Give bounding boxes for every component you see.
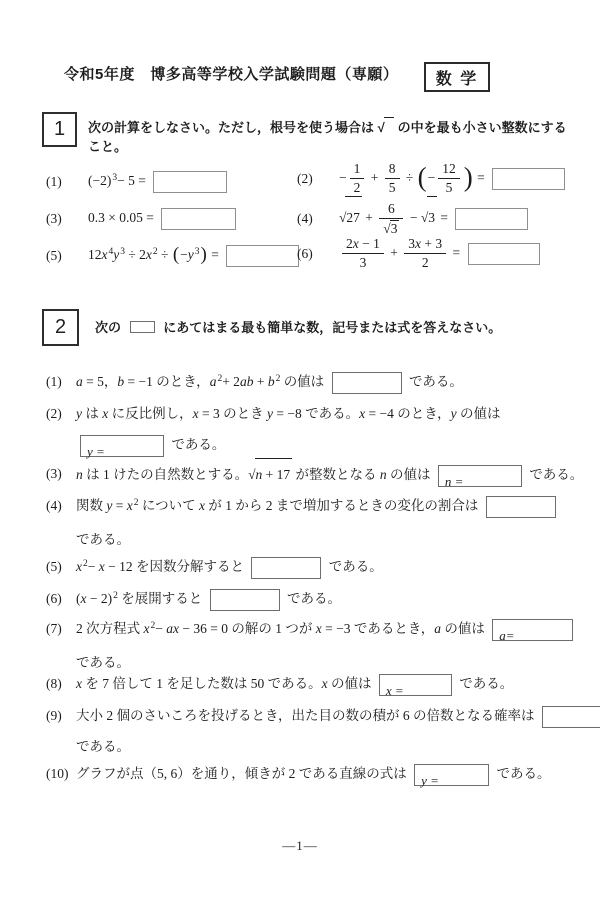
text-run: 2	[346, 236, 353, 252]
text-run: である。	[168, 437, 226, 452]
text-run: が 1 から 2 まで増加するときの変化の割合は	[204, 498, 482, 513]
text-run: の値は	[386, 467, 434, 482]
text-run: =	[473, 170, 489, 185]
text-run: 8	[388, 161, 396, 177]
text-run: は 1 けたの自然数とする。	[82, 467, 249, 482]
equation	[88, 173, 231, 188]
text-run: − 2)	[86, 591, 113, 606]
fraction	[350, 161, 365, 196]
text-run: 12	[442, 161, 456, 177]
text-run: − 1	[358, 236, 380, 252]
math-variable: n	[76, 467, 83, 482]
problem-label: (5)	[46, 559, 62, 574]
text-run: 2	[353, 180, 361, 196]
radical-icon: √27	[339, 196, 362, 239]
math-variable: y	[113, 246, 120, 262]
math-variable: ab	[239, 374, 254, 389]
equation	[88, 243, 303, 265]
problem-text	[76, 458, 583, 490]
close-paren: )	[463, 161, 473, 192]
answer-box	[492, 168, 565, 190]
math-variable: a	[209, 374, 217, 389]
math-variable: x	[102, 406, 109, 421]
math-variable: x	[98, 559, 105, 574]
answer-box	[226, 245, 299, 267]
superscript: 3	[120, 246, 125, 257]
superscript: 2	[275, 374, 281, 384]
answer-box-label: x =	[385, 682, 404, 698]
equation	[339, 200, 532, 236]
problem-label: (5)	[46, 248, 62, 263]
text-run: −	[427, 170, 436, 185]
problem-label: (3)	[46, 211, 62, 226]
problem-label: (7)	[46, 621, 62, 636]
math-variable: x	[315, 621, 322, 636]
text-run: − 12 を因数分解すると	[104, 559, 248, 574]
math-variable: b	[267, 374, 275, 389]
s2-problem-3	[46, 458, 584, 490]
radical-icon: √3	[383, 220, 398, 236]
math-variable: y	[106, 498, 113, 513]
answer-box	[161, 208, 236, 230]
answer-box-label: y =	[87, 443, 105, 459]
text-run: +	[367, 170, 382, 185]
math-variable: x	[143, 621, 150, 636]
superscript: 2	[152, 246, 158, 257]
radical-icon: √n + 17	[248, 458, 292, 490]
text-run: +	[361, 210, 377, 225]
s1-problem-6	[297, 232, 544, 274]
math-variable: x	[321, 676, 328, 691]
math-variable: y	[267, 406, 273, 421]
superscript: 2	[113, 591, 118, 601]
problem-label: (3)	[46, 466, 62, 481]
problem-text	[76, 758, 551, 789]
text-run: である。	[493, 766, 551, 781]
text-run: −	[339, 170, 347, 185]
answer-box	[486, 496, 556, 518]
text-run: を 7 倍して 1 を足した数は 50 である。	[82, 676, 322, 691]
text-run: 2	[421, 255, 429, 271]
text-run: =	[437, 210, 452, 225]
text-run: にあてはまる最も簡単な数，記号または式を答えなさい。	[159, 320, 502, 335]
open-paren: (	[417, 161, 427, 192]
text-run: の値は	[456, 406, 501, 421]
math-variable: x	[198, 498, 205, 513]
text-run: 0.3 × 0.05 =	[88, 209, 158, 225]
text-run: +	[253, 374, 268, 389]
problem-label: (1)	[46, 374, 62, 389]
s2-problem-4	[46, 490, 546, 555]
superscript: 4	[108, 246, 114, 257]
s2-problem-9	[46, 700, 546, 762]
text-run: 関数	[76, 498, 107, 513]
text-run: −	[87, 559, 99, 574]
text-run: である。	[76, 532, 130, 547]
text-run: は	[82, 406, 103, 421]
text-run: 3	[390, 220, 398, 236]
text-run: 次の計算をしなさい。ただし，根号を使う場合は	[88, 120, 378, 135]
text-run	[385, 120, 392, 135]
text-run: −	[406, 210, 421, 225]
text-run: = −1 のとき，	[124, 374, 210, 389]
superscript: 2	[133, 498, 139, 508]
answer-box	[414, 764, 489, 786]
s2-problem-1	[46, 366, 546, 400]
text-run: である。	[455, 676, 514, 691]
open-paren: (	[172, 243, 180, 265]
s1-problem-3	[46, 203, 240, 234]
fraction	[342, 236, 384, 271]
superscript: 3	[112, 172, 118, 183]
math-variable: y	[76, 406, 82, 421]
math-variable: x	[352, 236, 359, 252]
math-variable: n	[379, 467, 387, 482]
text-run: 6	[388, 200, 395, 216]
problem-text	[76, 490, 560, 555]
s2-problem-2	[46, 398, 546, 460]
text-run: の値は	[280, 374, 328, 389]
text-run: =	[207, 246, 223, 262]
answer-box	[153, 171, 227, 193]
equation	[339, 161, 569, 196]
text-run: = −4 のとき，	[365, 406, 451, 421]
problem-label: (4)	[297, 211, 313, 227]
math-variable: x	[192, 406, 199, 421]
text-run: −	[180, 246, 188, 262]
text-run: を展開すると	[117, 591, 206, 606]
problem-text	[76, 700, 600, 762]
text-run: 2 次方程式	[76, 621, 144, 636]
text-run: = −8 である。	[273, 406, 360, 421]
text-run: 次の	[95, 320, 125, 335]
section2-number: 2	[54, 316, 67, 338]
section1-number: 1	[53, 118, 66, 140]
s2-problem-10	[46, 758, 551, 789]
answer-box	[542, 706, 600, 728]
math-variable: b	[117, 374, 125, 389]
math-variable: x	[76, 676, 82, 691]
math-variable: x	[80, 591, 87, 606]
text-run: +	[386, 245, 402, 260]
problem-label: (8)	[46, 676, 62, 691]
math-variable: a	[76, 374, 83, 389]
text-run: の中を最も小さい整数にする	[394, 120, 567, 135]
math-variable: ax	[166, 621, 179, 636]
problem-text	[76, 551, 546, 585]
equation	[88, 210, 240, 225]
text-run: の値は	[441, 621, 489, 636]
text-run: 5	[388, 180, 396, 196]
problem-text	[76, 398, 546, 460]
math-variable: x	[359, 406, 366, 421]
text-run: こと。	[88, 139, 128, 154]
text-run: の値は	[327, 676, 375, 691]
text-run: =	[112, 498, 127, 513]
text-run: (	[76, 591, 81, 606]
page-number: —1—	[282, 838, 318, 853]
math-variable: x	[145, 246, 152, 262]
equation	[339, 236, 544, 271]
answer-box-label: a=	[499, 627, 515, 643]
text-run: − 5 =	[117, 172, 150, 188]
text-run: 3	[359, 255, 367, 271]
text-run: である。	[283, 591, 341, 606]
text-run: −	[155, 621, 167, 636]
answer-box	[379, 674, 452, 696]
s1-problem-5	[46, 240, 303, 271]
superscript: 3	[194, 246, 200, 257]
superscript: 2	[217, 374, 223, 384]
superscript: 2	[150, 621, 156, 631]
problem-label: (1)	[46, 174, 62, 189]
text-run: = 3 のとき	[198, 406, 267, 421]
answer-box	[468, 243, 540, 265]
answer-box-label: n =	[444, 473, 464, 489]
answer-box	[455, 208, 528, 230]
text-run: である。	[76, 655, 130, 670]
fraction	[385, 161, 400, 196]
text-run: 27	[346, 210, 360, 225]
problem-text	[76, 583, 546, 617]
section1-number-box	[42, 112, 77, 147]
text-run: = 5，	[82, 374, 118, 389]
problem-label: (2)	[297, 171, 313, 187]
section2-number-box	[42, 309, 79, 346]
fraction	[404, 236, 446, 271]
fraction	[438, 161, 460, 196]
text-run: ÷	[157, 246, 172, 262]
answer-box	[332, 372, 402, 394]
answer-box	[251, 557, 321, 579]
problem-label: (10)	[46, 766, 69, 781]
text-run: =	[449, 245, 464, 260]
text-run: + 3	[421, 236, 443, 252]
s1-problem-1	[46, 166, 231, 197]
answer-box-label: y =	[421, 772, 439, 788]
subject-box	[424, 62, 490, 92]
text-run: である。	[405, 374, 463, 389]
text-run: 3	[428, 210, 436, 225]
answer-box	[210, 589, 280, 611]
math-variable: a	[434, 621, 442, 636]
text-run: − 36 = 0 の解の 1 つが	[179, 621, 316, 636]
text-run: 12	[88, 246, 102, 262]
problem-label: (2)	[46, 406, 62, 421]
problem-text	[76, 366, 546, 400]
text-run: が整数となる	[292, 467, 380, 482]
answer-box	[438, 465, 522, 487]
s1-problem-2	[297, 157, 569, 200]
text-run: 5	[445, 180, 453, 196]
text-run: = −3 であるとき，	[321, 621, 435, 636]
math-variable: x	[415, 236, 421, 252]
answer-box	[80, 435, 164, 457]
math-variable: x	[126, 498, 133, 513]
math-variable: y	[187, 246, 194, 262]
section1-instruction	[88, 117, 567, 156]
s2-problem-5	[46, 551, 546, 585]
s2-problem-8	[46, 668, 546, 699]
text-run: 3	[408, 236, 415, 252]
text-run: (−2)	[88, 172, 112, 188]
math-variable: y	[450, 406, 457, 421]
superscript: 2	[83, 559, 88, 569]
radical-icon: √	[378, 117, 394, 137]
subject-label: 数 学	[435, 70, 479, 88]
text-run: に反比例し，	[108, 406, 193, 421]
text-run: + 2	[222, 374, 240, 389]
problem-label: (6)	[297, 246, 313, 262]
text-run: ÷ 2	[125, 246, 146, 262]
answer-box	[130, 321, 155, 333]
problem-text	[76, 668, 546, 699]
close-paren: )	[200, 243, 207, 265]
text-run: である。	[525, 467, 584, 482]
s2-problem-6	[46, 583, 546, 617]
text-run: 大小 2 個のさいころを投げるとき，出た目の数の積が 6 の倍数となる確率は	[76, 708, 538, 723]
problem-label: (9)	[46, 708, 62, 723]
math-variable: x	[101, 246, 108, 262]
math-variable: n	[255, 467, 263, 482]
answer-box	[492, 619, 573, 641]
text-run: 1	[353, 161, 361, 177]
math-variable: x	[76, 559, 82, 574]
radical-icon: √3	[421, 196, 437, 239]
text-run: ÷	[402, 170, 417, 185]
problem-label: (6)	[46, 591, 62, 606]
page-title: 令和5年度 博多高等学校入学試験問題（専願）	[64, 66, 399, 83]
text-run: + 17	[262, 467, 291, 482]
text-run: について	[138, 498, 199, 513]
section2-instruction	[95, 318, 501, 337]
text-run: である。	[76, 739, 130, 754]
problem-label: (4)	[46, 498, 62, 513]
text-run: グラフが点（5, 6）を通り，傾きが 2 である直線の式は	[76, 766, 411, 781]
text-run: である。	[325, 559, 383, 574]
